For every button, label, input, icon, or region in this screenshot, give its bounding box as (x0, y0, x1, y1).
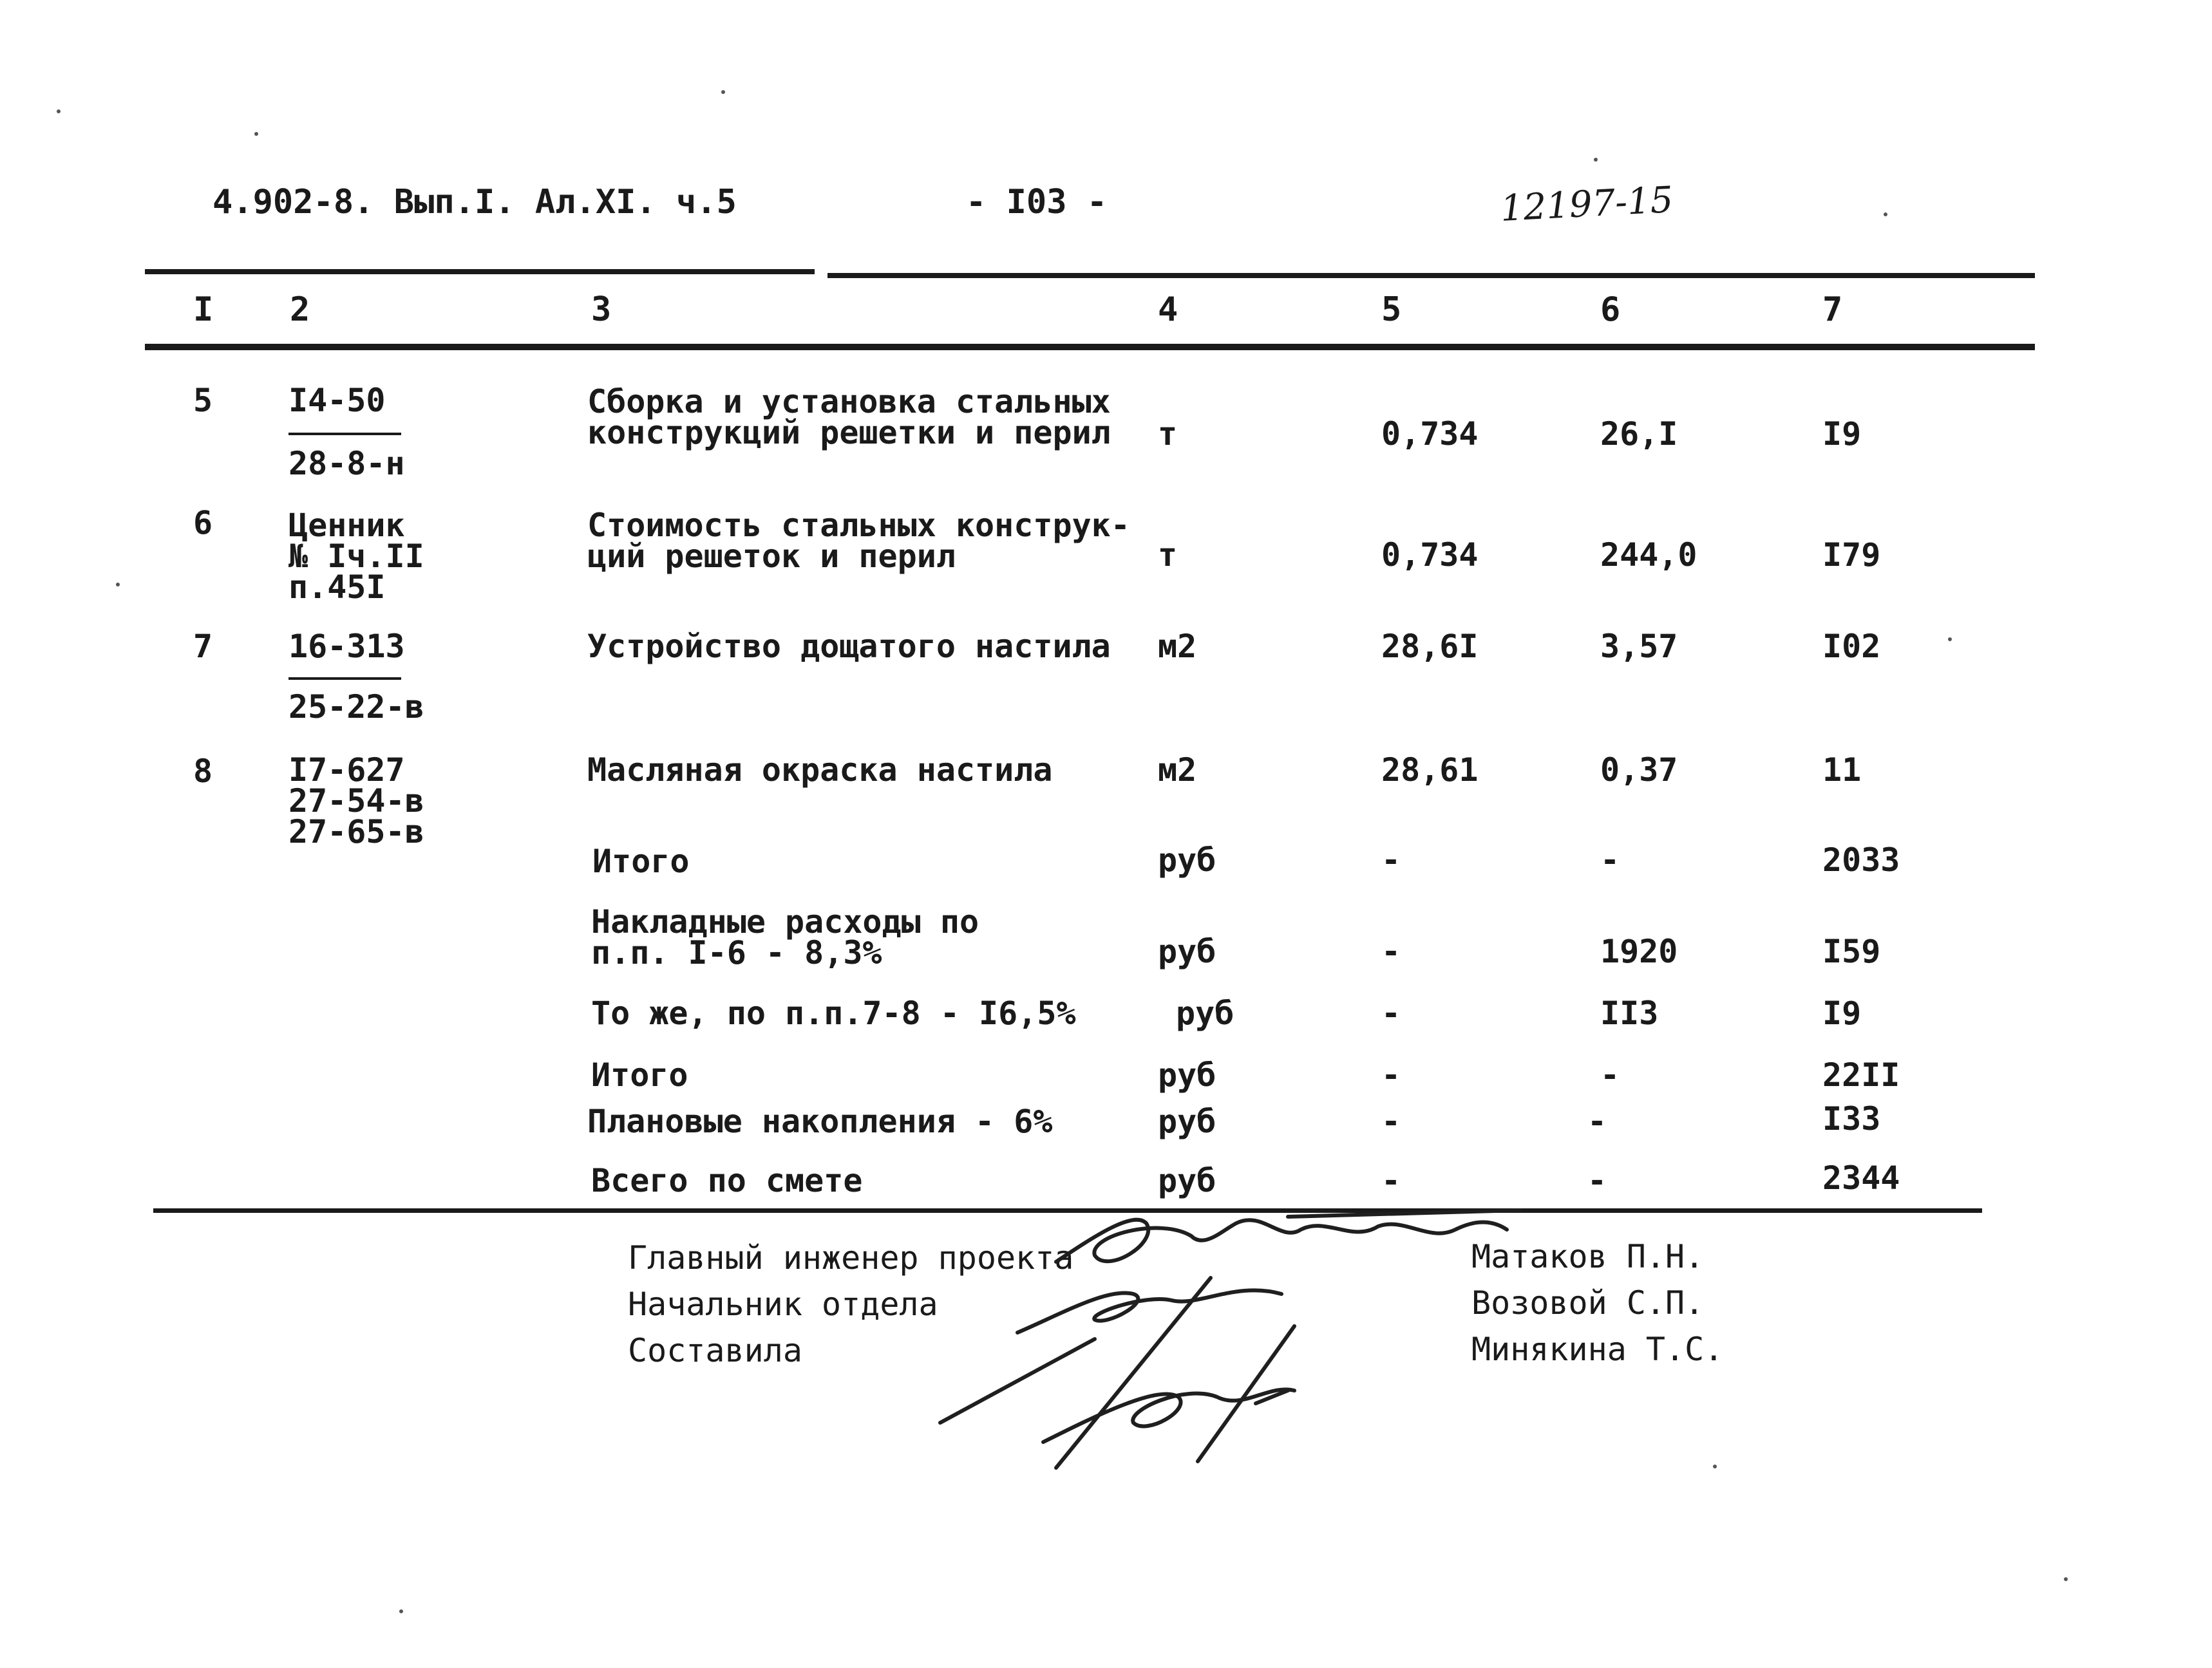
table-bottom-rule (153, 1208, 1982, 1213)
scan-speck (721, 90, 725, 94)
col-header-1: I (193, 290, 214, 329)
scan-speck (57, 109, 61, 113)
summary-subtotal-label: Итого (592, 843, 690, 880)
row-7-qty: 28,6I (1381, 628, 1479, 665)
summary-planned-unit: руб (1158, 1103, 1216, 1140)
summary-planned-qty: - (1381, 1103, 1401, 1140)
row-8-code-2: 27-54-в (288, 782, 424, 820)
summary-total2-qty: - (1381, 1056, 1401, 1094)
row-5-qty: 0,734 (1381, 415, 1479, 453)
summary-grand-price: - (1587, 1162, 1607, 1199)
col-header-3: 3 (591, 290, 612, 329)
summary-total2-total: 22II (1822, 1056, 1900, 1094)
signature-name-compiler: Минякина Т.С. (1471, 1331, 1724, 1368)
row-8-code-1: I7-627 (288, 751, 405, 789)
summary-total2-unit: руб (1158, 1056, 1216, 1094)
signature-role-chief-engineer: Главный инженер проекта (628, 1239, 1074, 1277)
row-6-num: 6 (193, 504, 213, 541)
summary-subtotal-total: 2033 (1822, 841, 1900, 879)
scan-speck (254, 132, 258, 136)
summary-subtotal-price: - (1600, 841, 1620, 879)
summary-overhead-qty: - (1381, 933, 1401, 970)
row-6-unit: т (1158, 536, 1178, 574)
row-8-code-3: 27-65-в (288, 813, 424, 850)
row-5-code-top: I4-50 (288, 382, 386, 419)
signature-name-chief-engineer: Матаков П.Н. (1471, 1238, 1705, 1275)
row-8-price: 0,37 (1600, 751, 1678, 789)
row-8-num: 8 (193, 753, 213, 790)
scan-speck (1884, 212, 1887, 216)
summary-grand-label: Всего по смете (591, 1162, 863, 1199)
summary-grand-unit: руб (1158, 1162, 1216, 1199)
table-top-rule-left (145, 269, 815, 274)
row-7-code-top: 16-313 (288, 628, 405, 665)
row-6-total: I79 (1822, 536, 1881, 574)
row-6-code-2: № Iч.II (288, 538, 424, 575)
summary-total2-label: Итого (591, 1056, 688, 1094)
col-header-7: 7 (1822, 290, 1843, 329)
row-6-qty: 0,734 (1381, 536, 1479, 574)
table-top-rule-right (827, 273, 2035, 278)
row-5-desc-1: Сборка и установка стальных (587, 383, 1111, 420)
scan-speck (1948, 637, 1952, 641)
row-5-price: 26,I (1600, 415, 1678, 453)
col-header-6: 6 (1600, 290, 1621, 329)
row-5-unit: т (1158, 415, 1178, 453)
row-8-total: 11 (1822, 751, 1862, 789)
signature-name-department-head: Возовой С.П. (1471, 1284, 1705, 1322)
summary-planned-price: - (1587, 1103, 1607, 1140)
page-number: - I03 - (966, 183, 1108, 221)
summary-same-label: То же, по п.п.7-8 - I6,5% (591, 995, 1076, 1032)
summary-overhead-label-1: Накладные расходы по (591, 903, 979, 941)
scan-speck (1594, 158, 1598, 162)
summary-same-qty: - (1381, 995, 1401, 1032)
scan-speck (1713, 1465, 1717, 1468)
summary-overhead-total: I59 (1822, 933, 1881, 970)
row-7-num: 7 (193, 628, 213, 665)
row-5-desc-2: конструкций решетки и перил (587, 414, 1111, 451)
row-6-desc-1: Стоимость стальных конструк- (587, 507, 1130, 544)
row-6-price: 244,0 (1600, 536, 1697, 574)
summary-same-total: I9 (1822, 995, 1862, 1032)
row-8-desc-1: Масляная окраска настила (587, 751, 1053, 789)
scan-speck (399, 1609, 403, 1613)
row-6-desc-2: ций решеток и перил (587, 538, 956, 575)
summary-planned-total: I33 (1822, 1100, 1881, 1138)
row-7-code-bottom: 25-22-в (288, 688, 424, 726)
row-5-code-fraction-line (288, 433, 401, 435)
row-7-code-fraction-line (288, 677, 401, 680)
summary-same-price: II3 (1600, 995, 1659, 1032)
col-header-5: 5 (1381, 290, 1402, 329)
col-header-2: 2 (290, 290, 310, 329)
summary-overhead-price: 1920 (1600, 933, 1678, 970)
row-5-code-bottom: 28-8-н (288, 445, 405, 482)
summary-overhead-label-2: п.п. I-6 - 8,3% (591, 934, 882, 971)
row-6-code-3: п.45I (288, 568, 386, 606)
row-7-unit: м2 (1158, 628, 1197, 665)
doc-code: 4.902-8. Вып.I. Ал.XI. ч.5 (213, 183, 737, 221)
signature-role-department-head: Начальник отдела (628, 1286, 938, 1323)
row-5-num: 5 (193, 382, 213, 419)
handwritten-ref: 12197-15 (1499, 179, 1674, 230)
summary-overhead-unit: руб (1158, 933, 1216, 970)
summary-subtotal-qty: - (1381, 841, 1401, 879)
summary-subtotal-unit: руб (1158, 841, 1216, 879)
header-bottom-rule (145, 344, 2035, 350)
summary-grand-total: 2344 (1822, 1159, 1900, 1197)
row-7-desc-1: Устройство дощатого настила (587, 628, 1111, 665)
row-7-price: 3,57 (1600, 628, 1678, 665)
scan-speck (2064, 1577, 2068, 1581)
row-8-qty: 28,61 (1381, 751, 1479, 789)
summary-grand-qty: - (1381, 1162, 1401, 1199)
row-5-total: I9 (1822, 415, 1862, 453)
summary-total2-price: - (1600, 1056, 1620, 1094)
row-7-total: I02 (1822, 628, 1881, 665)
row-8-unit: м2 (1158, 751, 1197, 789)
row-6-code-1: Ценник (288, 507, 405, 544)
col-header-4: 4 (1158, 290, 1178, 329)
summary-planned-label: Плановые накопления - 6% (587, 1103, 1053, 1140)
signature-role-compiler: Составила (628, 1332, 802, 1369)
summary-same-unit: руб (1176, 995, 1234, 1032)
scan-speck (116, 583, 120, 586)
